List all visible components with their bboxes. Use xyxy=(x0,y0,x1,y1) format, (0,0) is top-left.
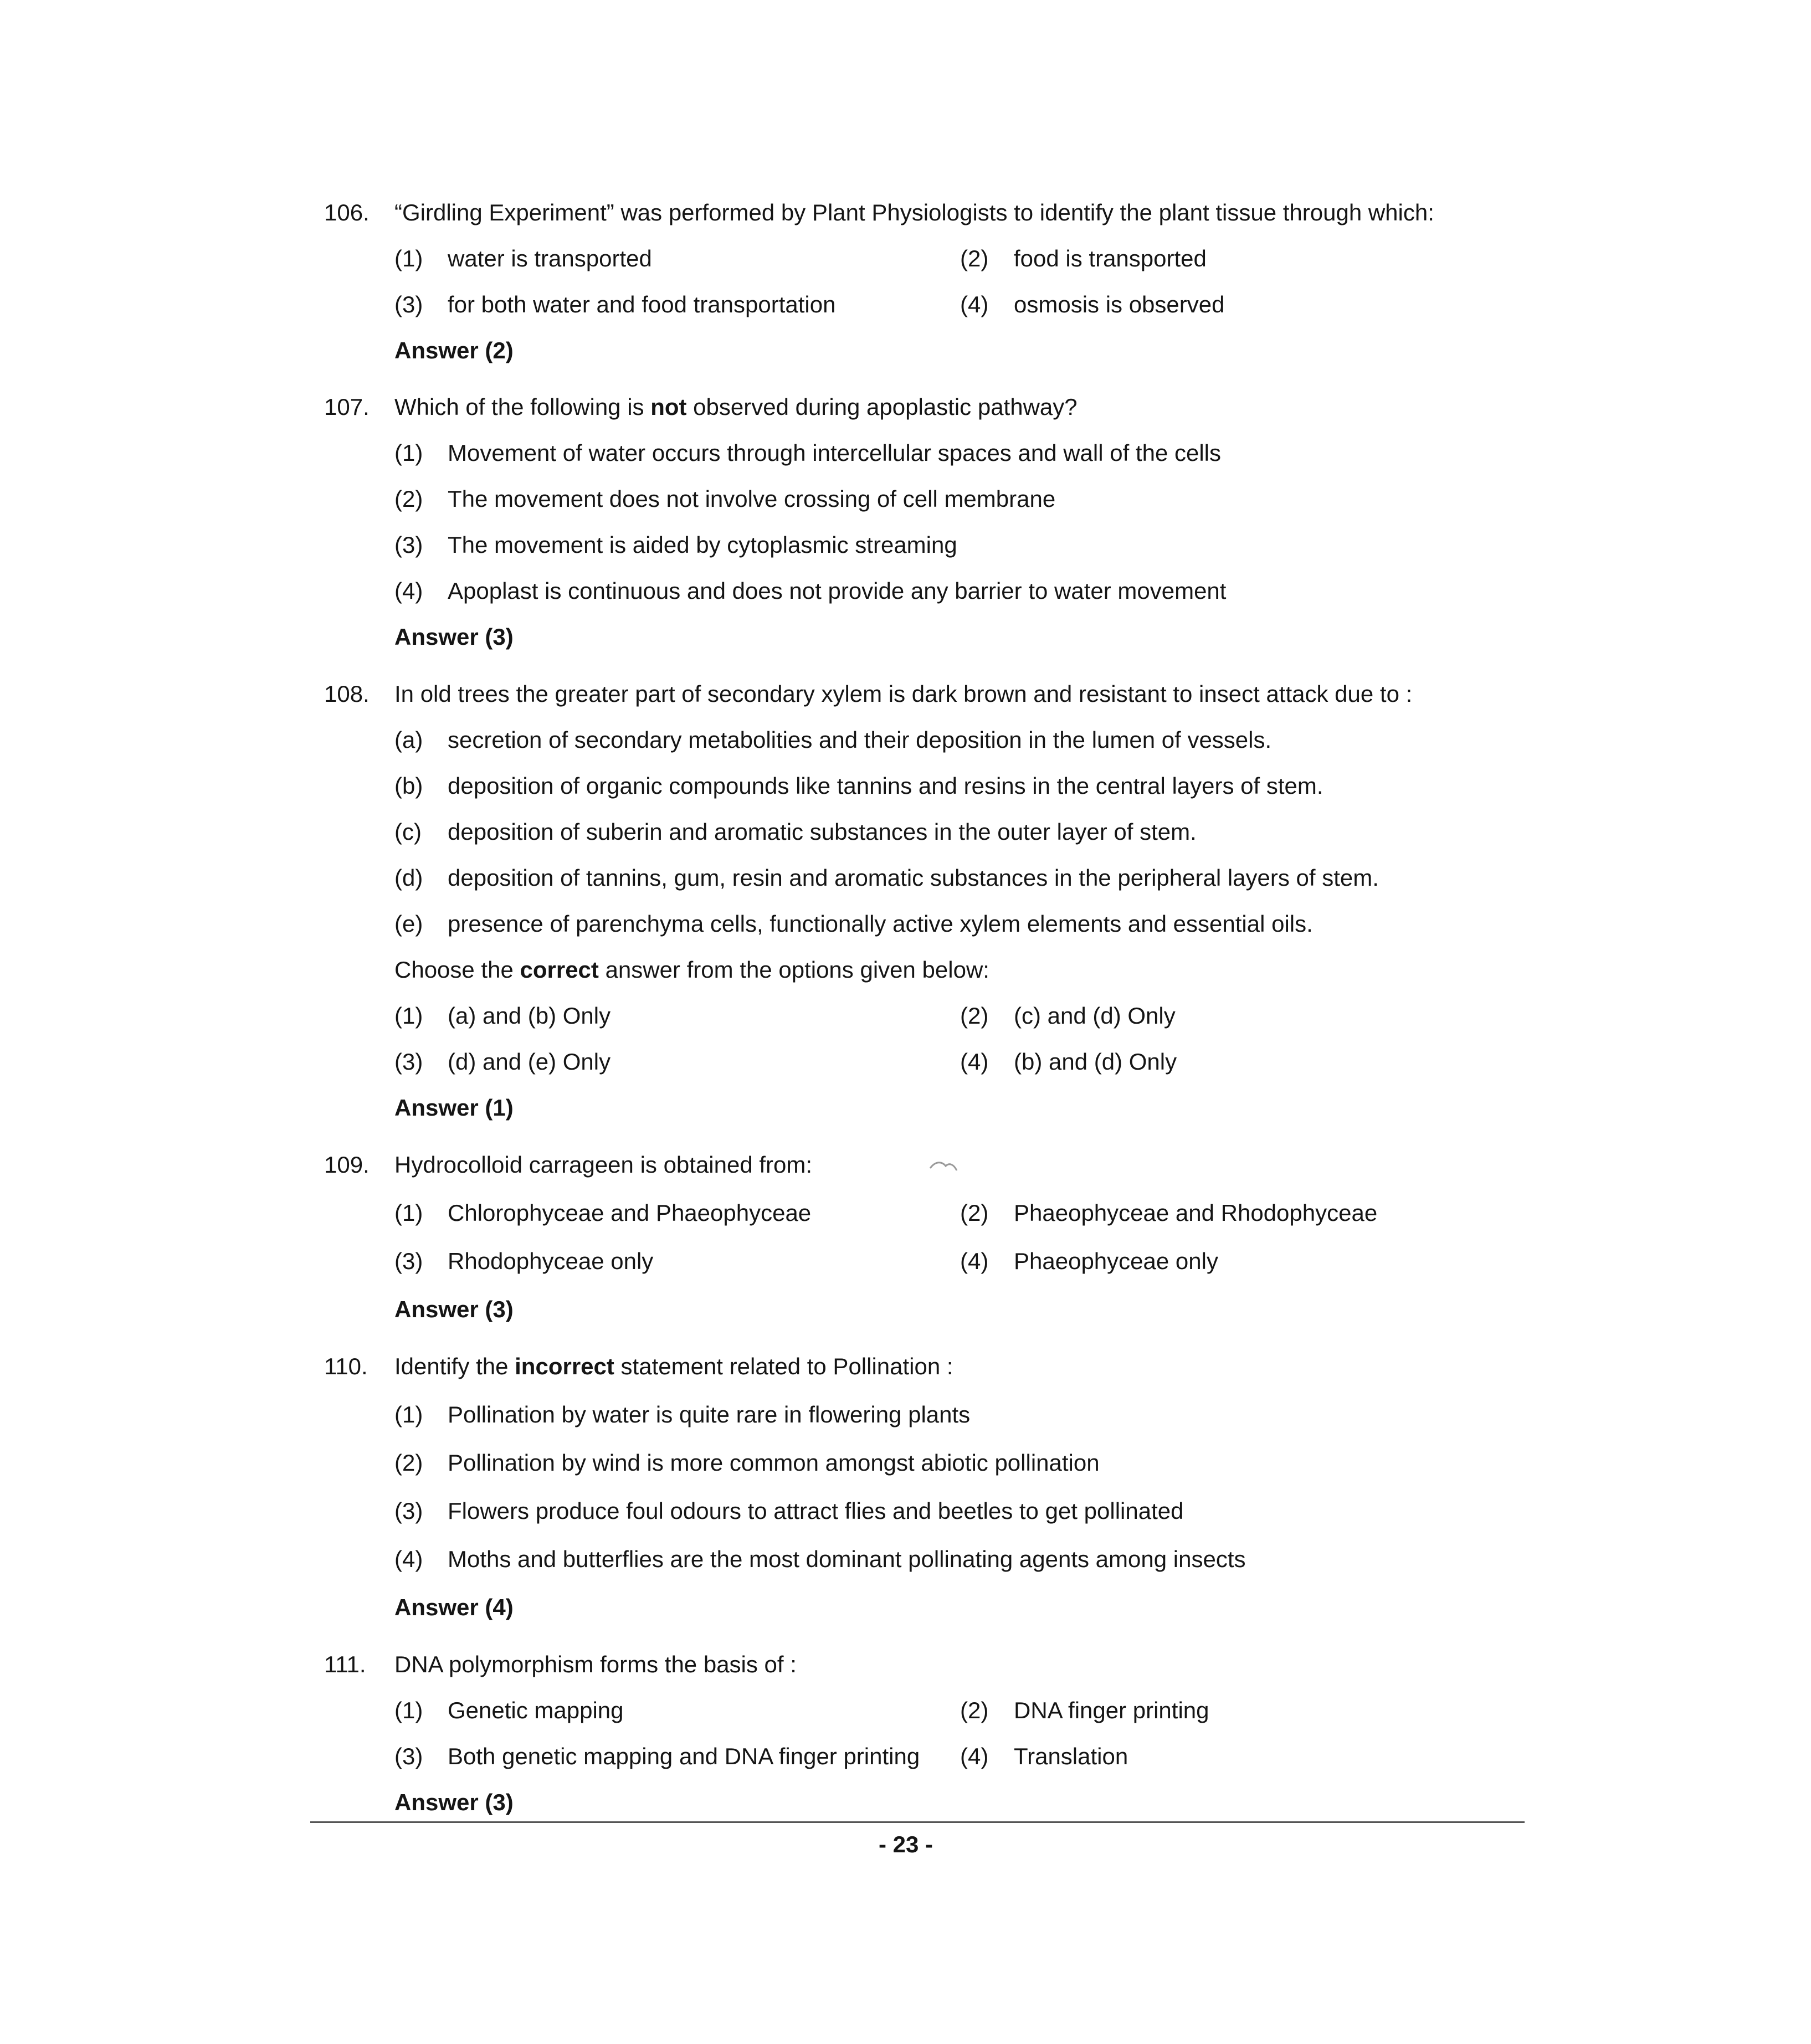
option-text: Apoplast is continuous and does not provide any barrier to water movement xyxy=(448,578,1227,604)
option-number: (4) xyxy=(960,291,989,317)
instruction-part: Choose the xyxy=(394,957,520,983)
option-text: The movement is aided by cytoplasmic streaming xyxy=(448,532,957,558)
statement-text: presence of parenchyma cells, functionally active xylem elements and essential oils. xyxy=(448,911,1313,937)
option-number: (4) xyxy=(394,1546,423,1572)
option-number: (1) xyxy=(394,1200,423,1226)
option-text: for both water and food transportation xyxy=(448,291,836,317)
footer-rule xyxy=(310,1821,1525,1823)
option-text: water is transported xyxy=(448,245,652,271)
option-text: Moths and butterflies are the most dominant pollinating agents among insects xyxy=(448,1546,1246,1572)
statement-letter: (d) xyxy=(394,865,423,891)
question-text: “Girdling Experiment” was performed by Plant Physiologists to identify the plant tissue through which: xyxy=(394,199,1434,225)
option-number: (4) xyxy=(394,578,423,604)
option-number: (4) xyxy=(960,1743,989,1769)
option-number: (3) xyxy=(394,532,423,558)
question-text: In old trees the greater part of secondary xylem is dark brown and resistant to insect attack due to : xyxy=(394,681,1413,707)
option-text: food is transported xyxy=(1014,245,1207,271)
option-text: Translation xyxy=(1014,1743,1128,1769)
question-text-emphasis: incorrect xyxy=(515,1353,614,1379)
option-text: Chlorophyceae and Phaeophyceae xyxy=(448,1200,812,1226)
option-text: (c) and (d) Only xyxy=(1014,1003,1176,1029)
option-number: (3) xyxy=(394,1248,423,1274)
option-text: DNA finger printing xyxy=(1014,1697,1209,1723)
answer-label: Answer (3) xyxy=(394,624,514,650)
answer-label: Answer (3) xyxy=(394,1296,514,1322)
option-number: (1) xyxy=(394,440,423,466)
scan-mark xyxy=(928,1155,961,1177)
statement-letter: (e) xyxy=(394,911,423,937)
option-number: (4) xyxy=(960,1248,989,1274)
statement-text: secretion of secondary metabolities and their deposition in the lumen of vessels. xyxy=(448,727,1272,753)
answer-label: Answer (4) xyxy=(394,1594,514,1620)
option-number: (1) xyxy=(394,1697,423,1723)
question-text-emphasis: not xyxy=(650,394,687,420)
option-number: (1) xyxy=(394,1401,423,1427)
option-text: Flowers produce foul odours to attract flies and beetles to get pollinated xyxy=(448,1498,1184,1524)
option-text: (a) and (b) Only xyxy=(448,1003,611,1029)
option-number: (1) xyxy=(394,245,423,271)
option-number: (2) xyxy=(394,486,423,512)
question-text-part: Which of the following is xyxy=(394,394,651,420)
instruction-emphasis: correct xyxy=(520,957,599,983)
question-text: Hydrocolloid carrageen is obtained from: xyxy=(394,1152,813,1178)
option-text: Pollination by water is quite rare in flowering plants xyxy=(448,1401,971,1427)
statement-letter: (b) xyxy=(394,773,423,799)
question-text xyxy=(394,392,1078,423)
question-text-part: statement related to Pollination : xyxy=(614,1353,953,1379)
statement-text: deposition of tannins, gum, resin and aromatic substances in the peripheral layers of stem. xyxy=(448,865,1379,891)
option-number: (4) xyxy=(960,1049,989,1075)
question-text xyxy=(394,1351,953,1382)
question-number: 110. xyxy=(324,1353,368,1379)
statement-text: deposition of suberin and aromatic substances in the outer layer of stem. xyxy=(448,819,1197,845)
option-text: Phaeophyceae and Rhodophyceae xyxy=(1014,1200,1378,1226)
instruction-part: answer from the options given below: xyxy=(598,957,989,983)
question-text-part: Identify the xyxy=(394,1353,515,1379)
option-number: (2) xyxy=(960,1697,989,1723)
option-text: Pollination by wind is more common amongst abiotic pollination xyxy=(448,1450,1100,1476)
option-text: Phaeophyceae only xyxy=(1014,1248,1218,1274)
option-number: (2) xyxy=(960,1003,989,1029)
answer-label: Answer (1) xyxy=(394,1095,514,1121)
option-number: (2) xyxy=(394,1450,423,1476)
answer-label: Answer (3) xyxy=(394,1789,514,1815)
choose-instruction xyxy=(394,954,989,985)
question-number: 109. xyxy=(324,1152,370,1178)
option-text: Rhodophyceae only xyxy=(448,1248,654,1274)
option-text: Movement of water occurs through intercellular spaces and wall of the cells xyxy=(448,440,1222,466)
option-number: (3) xyxy=(394,291,423,317)
statement-letter: (c) xyxy=(394,819,422,845)
question-number: 111. xyxy=(324,1651,366,1677)
question-number: 106. xyxy=(324,199,370,225)
option-number: (1) xyxy=(394,1003,423,1029)
question-number: 107. xyxy=(324,394,370,420)
option-number: (3) xyxy=(394,1049,423,1075)
question-number: 108. xyxy=(324,681,370,707)
statement-text: deposition of organic compounds like tannins and resins in the central layers of stem. xyxy=(448,773,1323,799)
option-number: (3) xyxy=(394,1498,423,1524)
answer-label: Answer (2) xyxy=(394,337,514,363)
statement-letter: (a) xyxy=(394,727,423,753)
option-text: osmosis is observed xyxy=(1014,291,1225,317)
option-text: (d) and (e) Only xyxy=(448,1049,611,1075)
option-text: (b) and (d) Only xyxy=(1014,1049,1177,1075)
option-number: (2) xyxy=(960,245,989,271)
option-number: (3) xyxy=(394,1743,423,1769)
option-text: The movement does not involve crossing of cell membrane xyxy=(448,486,1056,512)
option-number: (2) xyxy=(960,1200,989,1226)
question-text: DNA polymorphism forms the basis of : xyxy=(394,1651,797,1677)
option-text: Both genetic mapping and DNA finger printing xyxy=(448,1743,920,1769)
page-number: - 23 - xyxy=(878,1831,933,1857)
option-text: Genetic mapping xyxy=(448,1697,624,1723)
question-text-part: observed during apoplastic pathway? xyxy=(686,394,1078,420)
